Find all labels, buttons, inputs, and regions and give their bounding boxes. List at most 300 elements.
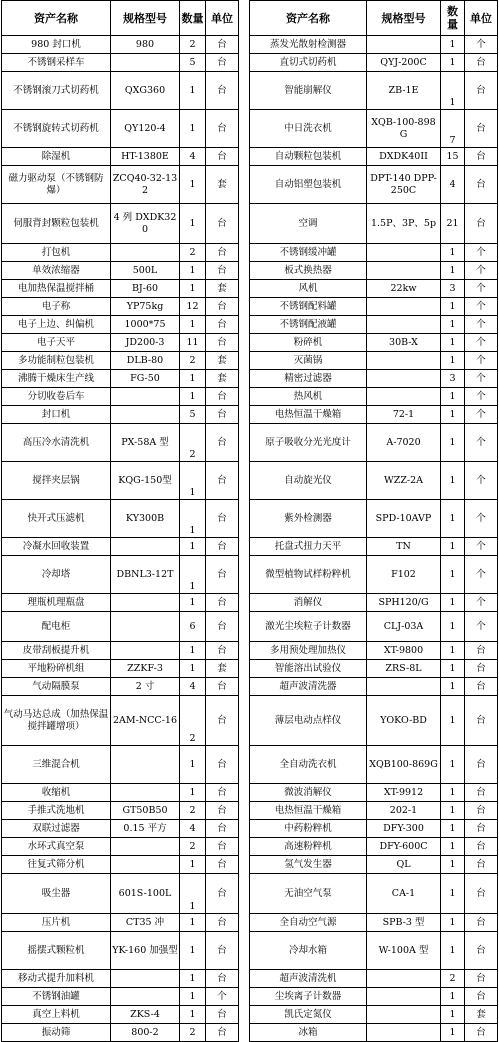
model-cell: SPH120/G <box>367 594 441 612</box>
unit-cell: 个 <box>465 406 498 424</box>
qty-cell: 2 <box>180 352 206 370</box>
unit-cell: 个 <box>465 594 498 612</box>
unit-cell: 台 <box>206 462 239 500</box>
unit-cell: 套 <box>206 660 239 678</box>
table-row <box>250 988 498 1006</box>
table-row <box>2 678 239 696</box>
unit-cell: 台 <box>465 110 498 148</box>
unit-cell: 个 <box>465 500 498 538</box>
model-cell <box>111 538 180 556</box>
unit-cell: 台 <box>465 820 498 838</box>
qty-cell: 1 <box>180 262 206 280</box>
qty-cell: 1 <box>180 594 206 612</box>
unit-cell: 台 <box>206 802 239 820</box>
unit-cell: 个 <box>465 462 498 500</box>
asset-name-cell: 压片机 <box>2 914 111 932</box>
asset-name-cell: 冰箱 <box>250 1024 367 1042</box>
model-cell: W-100A 型 <box>367 932 441 970</box>
model-cell <box>367 1024 441 1042</box>
table-row <box>2 988 239 1006</box>
table-row <box>250 970 498 988</box>
model-cell: ZZKF-3 <box>111 660 180 678</box>
table-row <box>2 166 239 204</box>
model-cell: 980 <box>111 36 180 54</box>
asset-name-cell: 收缩机 <box>2 784 111 802</box>
asset-name-cell: 全自动洗衣机 <box>250 746 367 784</box>
model-cell: QXG360 <box>111 72 180 110</box>
model-cell <box>367 988 441 1006</box>
unit-cell: 台 <box>206 856 239 874</box>
asset-name-cell: 电热恒温干燥箱 <box>250 802 367 820</box>
model-cell <box>111 988 180 1006</box>
table-row <box>2 424 239 462</box>
model-cell: ZB-1E <box>367 72 441 110</box>
asset-name-cell: 微型植物试样粉粹机 <box>250 556 367 594</box>
unit-cell: 台 <box>465 970 498 988</box>
qty-cell: 1 <box>180 874 206 914</box>
table-row <box>2 110 239 148</box>
model-cell: YP75kg <box>111 298 180 316</box>
qty-cell: 1 <box>441 334 465 352</box>
table-row <box>2 784 239 802</box>
model-cell <box>111 244 180 262</box>
unit-cell: 台 <box>465 204 498 244</box>
header-unit: 单位 <box>465 1 498 36</box>
asset-name-cell: 全自动空气源 <box>250 914 367 932</box>
asset-name-cell: 封口机 <box>2 406 111 424</box>
unit-cell: 台 <box>206 970 239 988</box>
unit-cell: 台 <box>465 838 498 856</box>
model-cell: DXDK40II <box>367 148 441 166</box>
table-row <box>2 820 239 838</box>
qty-cell: 1 <box>441 678 465 696</box>
table-row <box>2 500 239 538</box>
qty-cell: 1 <box>180 1006 206 1024</box>
qty-cell: 1 <box>441 874 465 914</box>
qty-cell: 1 <box>441 696 465 746</box>
asset-name-cell: 电子称 <box>2 298 111 316</box>
table-row <box>2 874 239 914</box>
table-row <box>250 642 498 660</box>
qty-cell: 1 <box>180 988 206 1006</box>
table-row <box>2 148 239 166</box>
model-cell: 22kw <box>367 280 441 298</box>
qty-cell: 1 <box>441 556 465 594</box>
table-row <box>2 538 239 556</box>
table-row <box>2 1024 239 1042</box>
unit-cell: 套 <box>206 280 239 298</box>
qty-cell: 1 <box>441 932 465 970</box>
unit-cell: 台 <box>206 424 239 462</box>
qty-cell: 1 <box>441 244 465 262</box>
asset-table-right-body <box>250 1 498 1042</box>
qty-cell: 1 <box>180 280 206 298</box>
table-row <box>250 262 498 280</box>
header-model: 规格型号 <box>367 1 441 36</box>
table-header-row <box>2 1 239 36</box>
asset-name-cell: 平地粉碎机组 <box>2 660 111 678</box>
table-row <box>250 244 498 262</box>
table-row <box>250 280 498 298</box>
unit-cell: 个 <box>465 612 498 642</box>
qty-cell: 1 <box>441 352 465 370</box>
unit-cell: 台 <box>465 802 498 820</box>
asset-name-cell: 不锈钢旋转式切药机 <box>2 110 111 148</box>
header-qty: 数量 <box>441 1 465 36</box>
unit-cell: 台 <box>206 298 239 316</box>
qty-cell: 1 <box>441 424 465 462</box>
unit-cell: 套 <box>465 1006 498 1024</box>
table-row <box>2 612 239 642</box>
asset-name-cell: 托盘式扭力天平 <box>250 538 367 556</box>
model-cell <box>367 262 441 280</box>
qty-cell: 4 <box>180 820 206 838</box>
qty-cell: 1 <box>180 660 206 678</box>
model-cell <box>111 612 180 642</box>
model-cell: CLJ-03A <box>367 612 441 642</box>
unit-cell: 台 <box>465 148 498 166</box>
table-row <box>2 970 239 988</box>
table-row <box>250 388 498 406</box>
asset-name-cell: 紫外检测器 <box>250 500 367 538</box>
model-cell: ZKS-4 <box>111 1006 180 1024</box>
asset-name-cell: 气动马达总成（加热保温搅拌罐增项） <box>2 696 111 746</box>
table-row <box>250 696 498 746</box>
table-row <box>2 914 239 932</box>
qty-cell: 1 <box>441 316 465 334</box>
unit-cell: 台 <box>206 914 239 932</box>
qty-cell: 1 <box>180 970 206 988</box>
unit-cell: 个 <box>465 334 498 352</box>
model-cell: FG-50 <box>111 370 180 388</box>
asset-name-cell: 电子天平 <box>2 334 111 352</box>
unit-cell: 台 <box>465 988 498 1006</box>
table-row <box>250 462 498 500</box>
table-row <box>2 54 239 72</box>
table-row <box>250 54 498 72</box>
asset-name-cell: 不锈钢滚刀式切药机 <box>2 72 111 110</box>
model-cell: ZRS-8L <box>367 660 441 678</box>
model-cell: SPB-3 型 <box>367 914 441 932</box>
qty-cell: 1 <box>180 538 206 556</box>
unit-cell: 台 <box>206 204 239 244</box>
asset-name-cell: 凯氏定氮仪 <box>250 1006 367 1024</box>
model-cell <box>367 678 441 696</box>
unit-cell: 套 <box>206 370 239 388</box>
asset-table-left <box>1 0 239 1042</box>
table-row <box>2 388 239 406</box>
unit-cell: 个 <box>465 388 498 406</box>
qty-cell: 4 <box>441 166 465 204</box>
asset-name-cell: 智能溶出试验仪 <box>250 660 367 678</box>
unit-cell: 台 <box>206 244 239 262</box>
qty-cell: 1 <box>180 642 206 660</box>
asset-name-cell: 空调 <box>250 204 367 244</box>
qty-cell: 1 <box>441 594 465 612</box>
table-row <box>2 406 239 424</box>
qty-cell: 1 <box>180 746 206 784</box>
qty-cell: 1 <box>180 388 206 406</box>
asset-name-cell: 原子吸收分光光度计 <box>250 424 367 462</box>
qty-cell: 3 <box>441 280 465 298</box>
asset-name-cell: 尘埃离子计数器 <box>250 988 367 1006</box>
table-row <box>250 820 498 838</box>
table-row <box>250 204 498 244</box>
table-row <box>250 334 498 352</box>
model-cell: GT50B50 <box>111 802 180 820</box>
table-row <box>250 1006 498 1024</box>
model-cell: A-7020 <box>367 424 441 462</box>
table-row <box>250 424 498 462</box>
table-row <box>250 856 498 874</box>
qty-cell: 1 <box>180 110 206 148</box>
table-row <box>2 36 239 54</box>
qty-cell: 1 <box>180 784 206 802</box>
model-cell: HT-1380E <box>111 148 180 166</box>
asset-name-cell: 自动颗粒包装机 <box>250 148 367 166</box>
asset-table-right <box>249 0 498 1042</box>
unit-cell: 台 <box>206 1024 239 1042</box>
unit-cell: 台 <box>206 388 239 406</box>
table-row <box>2 932 239 970</box>
unit-cell: 个 <box>206 988 239 1006</box>
asset-name-cell: 不锈钢缓冲罐 <box>250 244 367 262</box>
asset-name-cell: 微波消解仪 <box>250 784 367 802</box>
table-row <box>250 352 498 370</box>
unit-cell: 台 <box>206 874 239 914</box>
unit-cell: 台 <box>206 54 239 72</box>
model-cell <box>367 298 441 316</box>
qty-cell: 2 <box>180 424 206 462</box>
asset-name-cell: 超声波清洗器 <box>250 678 367 696</box>
asset-name-cell: 打包机 <box>2 244 111 262</box>
asset-name-cell: 高速粉粹机 <box>250 838 367 856</box>
unit-cell: 套 <box>206 352 239 370</box>
model-cell <box>111 838 180 856</box>
table-row <box>2 642 239 660</box>
header-asset-name: 资产名称 <box>250 1 367 36</box>
asset-name-cell: 摇摆式颗粒机 <box>2 932 111 970</box>
unit-cell: 台 <box>465 642 498 660</box>
model-cell <box>111 970 180 988</box>
asset-name-cell: 振动筛 <box>2 1024 111 1042</box>
model-cell: F102 <box>367 556 441 594</box>
header-asset-name: 资产名称 <box>2 1 111 36</box>
asset-name-cell: 多用预处理加热仪 <box>250 642 367 660</box>
model-cell <box>111 388 180 406</box>
asset-name-cell: 除湿机 <box>2 148 111 166</box>
qty-cell: 1 <box>441 856 465 874</box>
asset-name-cell: 往复式筛分机 <box>2 856 111 874</box>
model-cell: KY300B <box>111 500 180 538</box>
table-row <box>2 370 239 388</box>
unit-cell: 台 <box>206 334 239 352</box>
model-cell <box>367 970 441 988</box>
model-cell <box>111 406 180 424</box>
unit-cell: 台 <box>465 660 498 678</box>
asset-name-cell: 高压冷水清洗机 <box>2 424 111 462</box>
asset-name-cell: 水环式真空泵 <box>2 838 111 856</box>
table-row <box>250 838 498 856</box>
asset-name-cell: 冷却水箱 <box>250 932 367 970</box>
unit-cell: 台 <box>465 678 498 696</box>
table-row <box>250 36 498 54</box>
table-row <box>2 696 239 746</box>
model-cell: 1000*75 <box>111 316 180 334</box>
qty-cell: 1 <box>441 988 465 1006</box>
asset-name-cell: 双联过滤器 <box>2 820 111 838</box>
unit-cell: 台 <box>465 54 498 72</box>
unit-cell: 个 <box>465 280 498 298</box>
unit-cell: 个 <box>465 262 498 280</box>
model-cell <box>367 1006 441 1024</box>
model-cell: 1.5P、3P、5p <box>367 204 441 244</box>
header-qty: 数量 <box>180 1 206 36</box>
model-cell <box>367 388 441 406</box>
qty-cell: 1 <box>441 784 465 802</box>
unit-cell: 个 <box>465 538 498 556</box>
unit-cell: 台 <box>465 932 498 970</box>
qty-cell: 1 <box>441 54 465 72</box>
model-cell <box>111 594 180 612</box>
table-row <box>2 1006 239 1024</box>
unit-cell: 台 <box>206 678 239 696</box>
qty-cell: 1 <box>441 660 465 678</box>
unit-cell: 台 <box>465 746 498 784</box>
qty-cell: 5 <box>180 54 206 72</box>
qty-cell: 1 <box>441 914 465 932</box>
qty-cell: 4 <box>180 148 206 166</box>
qty-cell: 1 <box>441 612 465 642</box>
qty-cell: 1 <box>180 166 206 204</box>
asset-name-cell: 分切收卷后车 <box>2 388 111 406</box>
qty-cell: 1 <box>180 500 206 538</box>
model-cell: 2AM-NCC-16 <box>111 696 180 746</box>
qty-cell: 1 <box>180 856 206 874</box>
asset-name-cell: 沸腾干燥床生产线 <box>2 370 111 388</box>
asset-name-cell: 自动旋光仪 <box>250 462 367 500</box>
table-row <box>2 334 239 352</box>
table-row <box>250 538 498 556</box>
model-cell <box>111 746 180 784</box>
qty-cell: 1 <box>441 1024 465 1042</box>
qty-cell: 1 <box>441 500 465 538</box>
unit-cell: 个 <box>465 556 498 594</box>
table-row <box>250 612 498 642</box>
table-row <box>2 802 239 820</box>
asset-name-cell: 电加热保温搅拌桶 <box>2 280 111 298</box>
unit-cell: 台 <box>206 316 239 334</box>
model-cell: 2 寸 <box>111 678 180 696</box>
qty-cell: 1 <box>441 1006 465 1024</box>
table-row <box>250 594 498 612</box>
model-cell: KQG-150型 <box>111 462 180 500</box>
unit-cell: 台 <box>206 612 239 642</box>
unit-cell: 个 <box>465 424 498 462</box>
unit-cell: 个 <box>465 36 498 54</box>
table-row <box>2 316 239 334</box>
model-cell: XQB-100-898G <box>367 110 441 148</box>
qty-cell: 6 <box>180 612 206 642</box>
qty-cell: 1 <box>441 802 465 820</box>
model-cell: 202-1 <box>367 802 441 820</box>
asset-name-cell: 中药粉粹机 <box>250 820 367 838</box>
unit-cell: 台 <box>206 406 239 424</box>
qty-cell: 1 <box>180 72 206 110</box>
qty-cell: 1 <box>180 204 206 244</box>
asset-table-left-body <box>2 1 239 1042</box>
unit-cell: 台 <box>206 784 239 802</box>
unit-cell: 台 <box>465 166 498 204</box>
asset-name-cell: 单效浓缩器 <box>2 262 111 280</box>
table-row <box>2 298 239 316</box>
qty-cell: 4 <box>180 678 206 696</box>
asset-name-cell: 冷凝水回收装置 <box>2 538 111 556</box>
unit-cell: 台 <box>206 262 239 280</box>
table-row <box>2 244 239 262</box>
unit-cell: 台 <box>206 110 239 148</box>
model-cell: QY120-4 <box>111 110 180 148</box>
table-row <box>250 660 498 678</box>
table-row <box>250 166 498 204</box>
asset-name-cell: 激光尘埃粒子计数器 <box>250 612 367 642</box>
model-cell: DFY-300 <box>367 820 441 838</box>
asset-name-cell: 移动式提升加料机 <box>2 970 111 988</box>
qty-cell: 1 <box>441 838 465 856</box>
model-cell <box>367 36 441 54</box>
model-cell: QYJ-200C <box>367 54 441 72</box>
table-row <box>2 660 239 678</box>
model-cell <box>367 244 441 262</box>
qty-cell: 1 <box>441 36 465 54</box>
table-row <box>2 262 239 280</box>
asset-name-cell: 快开式压滤机 <box>2 500 111 538</box>
table-row <box>2 204 239 244</box>
header-unit: 单位 <box>206 1 239 36</box>
unit-cell: 台 <box>206 838 239 856</box>
qty-cell: 2 <box>180 802 206 820</box>
table-row <box>250 72 498 110</box>
asset-name-cell: 智能崩解仪 <box>250 72 367 110</box>
qty-cell: 12 <box>180 298 206 316</box>
unit-cell: 台 <box>465 72 498 110</box>
asset-name-cell: 980 封口机 <box>2 36 111 54</box>
table-row <box>250 110 498 148</box>
qty-cell: 1 <box>180 932 206 970</box>
asset-name-cell: 三维混合机 <box>2 746 111 784</box>
model-cell: PX-58A 型 <box>111 424 180 462</box>
model-cell: 4 列 DXDK320 <box>111 204 180 244</box>
unit-cell: 台 <box>465 874 498 914</box>
model-cell: 30B-X <box>367 334 441 352</box>
table-row <box>2 556 239 594</box>
table-row <box>250 746 498 784</box>
qty-cell: 5 <box>180 406 206 424</box>
model-cell: JD200-3 <box>111 334 180 352</box>
unit-cell: 台 <box>465 856 498 874</box>
table-row <box>250 874 498 914</box>
model-cell <box>367 352 441 370</box>
qty-cell: 2 <box>180 1024 206 1042</box>
unit-cell: 台 <box>206 500 239 538</box>
asset-name-cell: 真空上料机 <box>2 1006 111 1024</box>
asset-name-cell: 吸尘器 <box>2 874 111 914</box>
unit-cell: 台 <box>206 642 239 660</box>
model-cell: 601S-100L <box>111 874 180 914</box>
model-cell: 800-2 <box>111 1024 180 1042</box>
asset-name-cell: 直切式切药机 <box>250 54 367 72</box>
asset-name-cell: 电热恒温干燥箱 <box>250 406 367 424</box>
